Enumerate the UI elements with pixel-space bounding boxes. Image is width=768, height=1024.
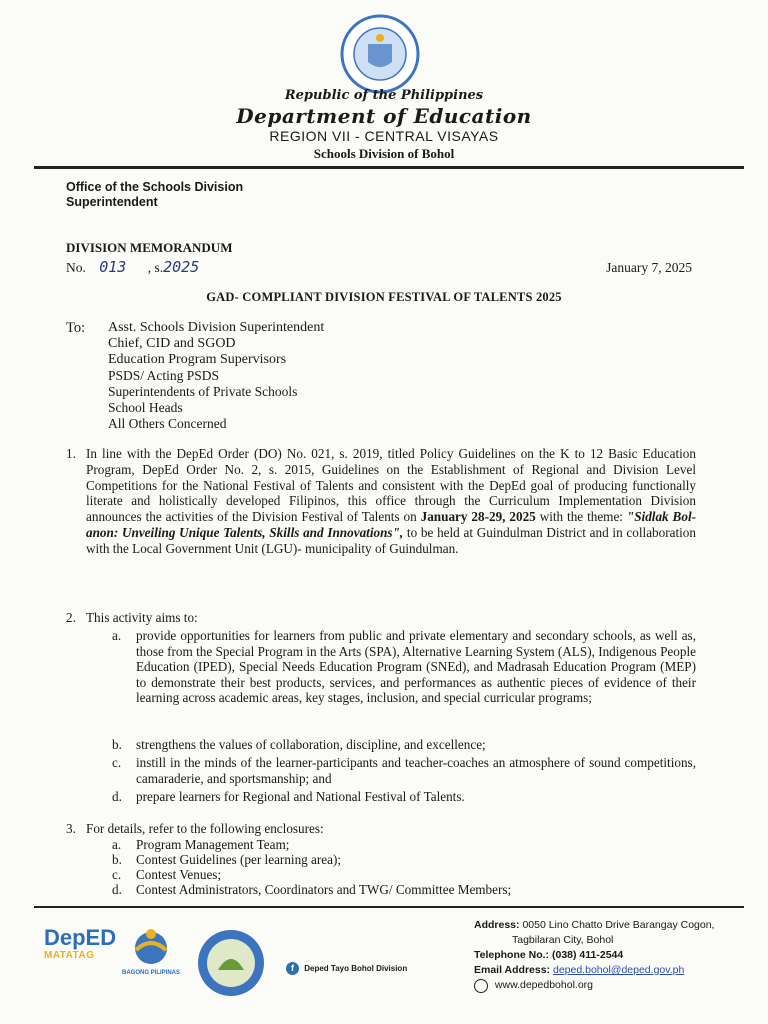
list-letter: c. xyxy=(112,867,122,882)
list-text: provide opportunities for learners from public and private elementary and secondary schools, as well as, those from the Special Program in the Arts (SPA), Alternative Learning System (ALS), Indigenous People Education (IPED), Special Needs Education Program (SNEd), and Madrasah Education Program (MEP) to demonstrate their best products, services, and performances as authentic pieces of evidence of their learning across academic areas, key stages, inclusion, and special curricular programs; xyxy=(136,628,696,706)
list-item xyxy=(112,837,696,853)
recipient: All Others Concerned xyxy=(108,416,227,431)
list-letter: b. xyxy=(112,852,122,867)
event-theme: "Sidlak Bol-anon: Unveiling Unique Talents, Skills and Innovations", xyxy=(86,509,696,540)
memo-series-value: 2025 xyxy=(163,258,200,276)
paragraph-number: 2. xyxy=(66,610,76,625)
deped-matatag-logo xyxy=(44,925,117,961)
recipient: PSDS/ Acting PSDS xyxy=(108,368,220,383)
header-republic: Republic of the Philippines xyxy=(284,88,484,103)
bagong-pilipinas-text: BAGONG PILIPINAS xyxy=(121,970,180,976)
list-letter: d. xyxy=(112,789,122,804)
address-line-2: Tagbilaran City, Bohol xyxy=(512,934,614,946)
email-label: Email Address: xyxy=(474,964,551,976)
bagong-pilipinas-logo xyxy=(120,926,182,976)
deped-logo-text: DepED xyxy=(44,925,117,950)
list-item xyxy=(112,737,696,753)
list-item xyxy=(112,867,696,883)
paragraph-number: 3. xyxy=(66,821,76,836)
division-seal-icon xyxy=(196,928,266,998)
facebook-name: Deped Tayo Bohol Division xyxy=(304,964,408,973)
office-name: Office of the Schools Division Superintendent xyxy=(66,180,244,209)
paragraph-text: In line with the DepEd Order (DO) No. 021, s. 2019, titled Policy Guidelines on the K to 12 Basic Education Program, DepEd Order No. 2, s. 2015, Guidelines on the Establishment of Regional and Division Level Competitions for the National Festival of Talents and consistent with the DepEd goal of producing functionally literate and holistically developed Filipinos, this office through the Curriculum Implementation Division announces the activities of the Division Festival of Talents on xyxy=(86,446,696,525)
address-label: Address: xyxy=(474,919,520,931)
header-division: Schools Division of Bohol xyxy=(313,146,455,161)
list-letter: a. xyxy=(112,628,122,643)
deped-seal-icon xyxy=(340,14,420,94)
list-letter: b. xyxy=(112,737,122,752)
recipient: Chief, CID and SGOD xyxy=(108,336,236,351)
list-letter: a. xyxy=(112,837,122,852)
paragraph-text: with the theme: xyxy=(535,509,627,525)
recipient: Asst. Schools Division Superintendent xyxy=(108,320,325,335)
footer-rule xyxy=(34,906,744,908)
header-department: Department of Education xyxy=(236,104,532,128)
list-text: instill in the minds of the learner-participants and teacher-coaches an atmosphere of sound competitions, camaraderie, and sportsmanship; and xyxy=(136,755,696,786)
event-date: January 28-29, 2025 xyxy=(420,509,536,525)
list-letter: d. xyxy=(112,882,122,897)
list-text: Program Management Team; xyxy=(136,837,290,852)
facebook-page[interactable] xyxy=(286,962,407,975)
list-item xyxy=(112,755,696,786)
to-label: To: xyxy=(66,320,86,336)
list-text: strengthens the values of collaboration, discipline, and excellence; xyxy=(136,737,486,752)
list-text: Contest Guidelines (per learning area); xyxy=(136,852,342,867)
recipients-list xyxy=(108,320,324,432)
memo-series-label: , s. xyxy=(147,260,164,275)
memo-no-label: No. xyxy=(66,260,86,275)
paragraph-3 xyxy=(66,821,696,837)
paragraph-number: 1. xyxy=(66,446,76,461)
paragraph-intro: This activity aims to: xyxy=(86,610,198,625)
list-text: prepare learners for Regional and National Festival of Talents. xyxy=(136,789,465,804)
paragraph-1 xyxy=(66,446,696,557)
telephone-label: Telephone No.: xyxy=(474,949,550,961)
list-item xyxy=(112,628,696,706)
recipient: Education Program Supervisors xyxy=(108,352,287,367)
paragraph-text: to be held at Guindulman District and in collaboration with the Local Government Unit (LGU)- municipality of Guindulman. xyxy=(86,524,696,556)
matatag-logo-text: MATATAG xyxy=(44,950,95,961)
facebook-icon: f xyxy=(286,962,299,975)
memo-no-value: 013 xyxy=(99,258,127,276)
paragraph-intro: For details, refer to the following enclosures: xyxy=(86,821,324,836)
contact-block xyxy=(474,918,754,993)
list-item xyxy=(112,882,696,898)
recipient: School Heads xyxy=(108,400,183,415)
memo-date: January 7, 2025 xyxy=(606,260,692,275)
memo-title: DIVISION MEMORANDUM xyxy=(66,240,233,255)
list-item xyxy=(112,789,696,805)
header-rule xyxy=(34,166,744,169)
email-link[interactable]: deped.bohol@deped.gov.ph xyxy=(552,964,685,976)
memo-number xyxy=(66,258,199,276)
list-letter: c. xyxy=(112,755,122,770)
globe-icon xyxy=(474,979,488,993)
bagong-pilipinas-icon xyxy=(126,926,176,966)
telephone-value: (038) 411-2544 xyxy=(551,949,624,961)
recipient: Superintendents of Private Schools xyxy=(108,384,298,399)
address-line-1: 0050 Lino Chatto Drive Barangay Cogon, xyxy=(522,919,715,931)
list-item xyxy=(112,852,696,868)
list-text: Contest Administrators, Coordinators and TWG/ Committee Members; xyxy=(136,882,512,897)
header-region: REGION VII - CENTRAL VISAYAS xyxy=(269,128,499,144)
website-link[interactable]: www.depedbohol.org xyxy=(494,979,593,991)
list-text: Contest Venues; xyxy=(136,867,222,882)
paragraph-2 xyxy=(66,610,696,626)
memo-subject: GAD- COMPLIANT DIVISION FESTIVAL OF TALENTS 2025 xyxy=(206,290,562,304)
